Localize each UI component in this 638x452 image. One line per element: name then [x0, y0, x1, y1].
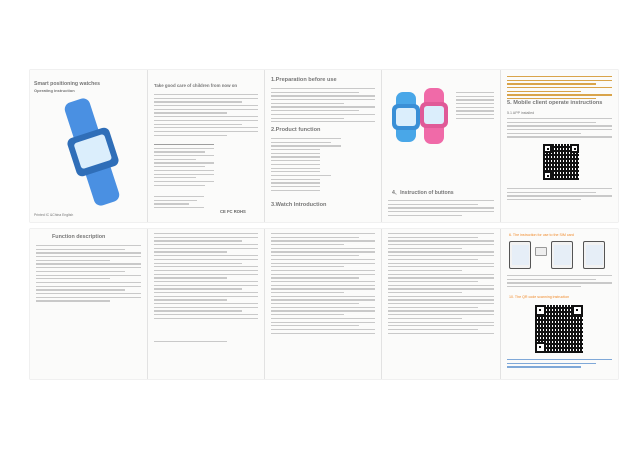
section-mobile-client: 5. Mobile client operate instructions	[507, 100, 603, 106]
app-installed-label: 5.1 APP installed	[507, 111, 535, 115]
app-install-text	[507, 118, 612, 140]
app-qr-code	[543, 144, 579, 180]
functions-3-text	[271, 233, 375, 336]
watch-screen	[73, 134, 112, 170]
watch-blue-face	[392, 104, 420, 130]
button-callouts	[456, 92, 494, 122]
watch-pink-face	[420, 102, 448, 128]
function-heading: Function description	[52, 234, 106, 240]
page-function-description	[30, 229, 147, 379]
qr-caption-text	[507, 188, 612, 203]
page-sim-and-qr	[501, 229, 618, 379]
phone-middle	[551, 241, 573, 269]
section-buttons: 4、Instruction of buttons	[392, 190, 454, 196]
manual-title: Smart positioning watches	[34, 81, 101, 87]
phone-left	[509, 241, 531, 269]
cert-logos: CE FC ROHS	[220, 209, 246, 214]
functions-4-text	[388, 233, 494, 336]
section-watch-introduction: 3.Watch Introduction	[271, 202, 327, 208]
qr-text	[507, 359, 612, 370]
manual-subtitle: Operating instruction	[34, 88, 75, 93]
intro-heading: Take good care of children from now on	[154, 83, 238, 88]
section-product-function: 2.Product function	[271, 127, 321, 133]
page-functions-2	[148, 229, 264, 379]
page-cover	[30, 70, 147, 222]
package-list	[154, 196, 204, 211]
preparation-text	[271, 88, 375, 125]
watch-illustration	[63, 98, 123, 206]
functions-2-text-lower	[154, 341, 258, 345]
page-functions-3	[265, 229, 381, 379]
page-intro	[148, 70, 264, 222]
buttons-text	[388, 200, 494, 218]
cover-footer: Printed IC &China English	[34, 213, 74, 217]
page-mobile-client	[501, 70, 618, 222]
sim-text	[507, 275, 612, 290]
function-text	[36, 245, 141, 304]
section-preparation: 1.Preparation before use	[271, 77, 337, 83]
sim-card-icon	[535, 247, 547, 256]
page-functions-4	[382, 229, 500, 379]
qr-scan-caption: 10. The QR code scanning instruction	[509, 295, 570, 299]
spec-list	[154, 144, 214, 188]
device-qr-code	[535, 305, 583, 353]
intro-text-orange	[507, 76, 612, 102]
phone-right	[583, 241, 605, 269]
page-preparation	[265, 70, 381, 222]
function-list	[271, 138, 341, 193]
intro-paragraphs	[154, 94, 258, 138]
functions-2-text	[154, 233, 258, 322]
watch-diagram	[390, 84, 450, 154]
page-buttons	[382, 70, 500, 222]
sim-instruction-caption: 6. The instruction for use to the SIM card	[509, 233, 574, 237]
